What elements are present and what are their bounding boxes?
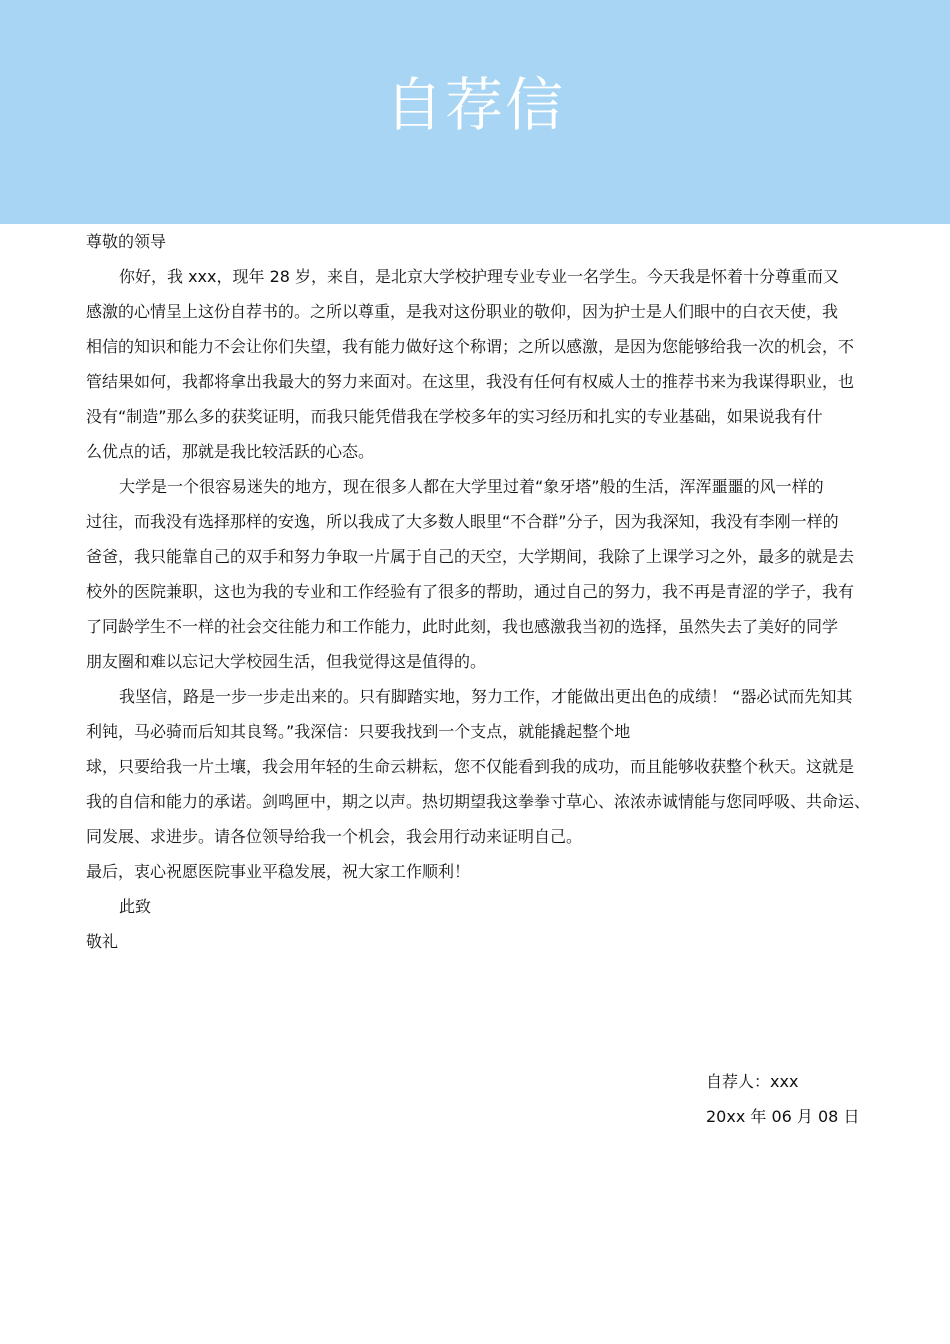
paragraph-2-line: 大学是一个很容易迷失的地方，现在很多人都在大学里过着“象牙塔”般的生活，浑浑噩噩的风一样的 <box>119 477 824 496</box>
paragraph-3-line: 同发展、求进步。请各位领导给我一个机会，我会用行动来证明自己。 <box>86 827 583 846</box>
signature-date: 20xx 年 06 月 08 日 <box>706 1107 860 1126</box>
closing-jingli: 敬礼 <box>86 932 119 951</box>
paragraph-1-line: 相信的知识和能力不会让你们失望，我有能力做好这个称谓；之所以感激，是因为您能够给我一次的机会，不 <box>86 337 855 356</box>
closing-cizhi: 此致 <box>119 897 152 916</box>
signature-block <box>706 1064 859 1134</box>
paragraph-1-line: 么优点的话，那就是我比较活跃的心态。 <box>86 442 375 461</box>
page-title: 自荐信 <box>384 71 565 139</box>
paragraph-2-line: 过往，而我没有选择那样的安逸，所以我成了大多数人眼里“不合群”分子，因为我深知，我没有李刚一样的 <box>86 512 839 531</box>
paragraph-2-line: 朋友圈和难以忘记大学校园生活，但我觉得这是值得的。 <box>86 652 487 671</box>
paragraph-1-line: 没有“制造”那么多的获奖证明，而我只能凭借我在学校多年的实习经历和扎实的专业基础，如果说我有什 <box>86 407 823 426</box>
paragraph-1-line: 感激的心情呈上这份自荐书的。之所以尊重，是我对这份职业的敬仰，因为护士是人们眼中的白衣天使，我 <box>86 302 839 321</box>
salutation: 尊敬的领导 <box>86 232 167 251</box>
paragraph-3-line: 我坚信，路是一步一步走出来的。只有脚踏实地，努力工作，才能做出更出色的成绩！ “器必试而先知其 <box>119 687 853 706</box>
paragraph-2-line: 了同龄学生不一样的社会交往能力和工作能力，此时此刻，我也感激我当初的选择，虽然失去了美好的同学 <box>86 617 839 636</box>
paragraph-2-line: 爸爸，我只能靠自己的双手和努力争取一片属于自己的天空，大学期间，我除了上课学习之外，最多的就是去 <box>86 547 855 566</box>
closing-wish: 最后，衷心祝愿医院事业平稳发展，祝大家工作顺利！ <box>86 862 471 881</box>
signature-name: 自荐人：xxx <box>706 1072 799 1091</box>
paragraph-3-line: 利钝，马必骑而后知其良驽。”我深信：只要我找到一个支点，就能撬起整个地 <box>86 722 631 741</box>
letter-body <box>86 224 871 959</box>
paragraph-3-line: 我的自信和能力的承诺。剑鸣匣中，期之以声。热切期望我这拳拳寸草心、浓浓赤诚情能与您同呼吸、共命运、 <box>86 792 871 811</box>
paragraph-1-line: 管结果如何，我都将拿出我最大的努力来面对。在这里，我没有任何有权威人士的推荐书来为我谋得职业，也 <box>86 372 855 391</box>
paragraph-1-line: 你好，我 xxx，现年 28 岁，来自，是北京大学校护理专业专业一名学生。今天我是怀着十分尊重而又 <box>119 267 840 286</box>
paragraph-2-line: 校外的医院兼职，这也为我的专业和工作经验有了很多的帮助，通过自己的努力，我不再是青涩的学子，我有 <box>86 582 855 601</box>
paragraph-3-line: 球，只要给我一片土壤，我会用年轻的生命云耕耘，您不仅能看到我的成功，而且能够收获整个秋天。这就是 <box>86 757 855 776</box>
